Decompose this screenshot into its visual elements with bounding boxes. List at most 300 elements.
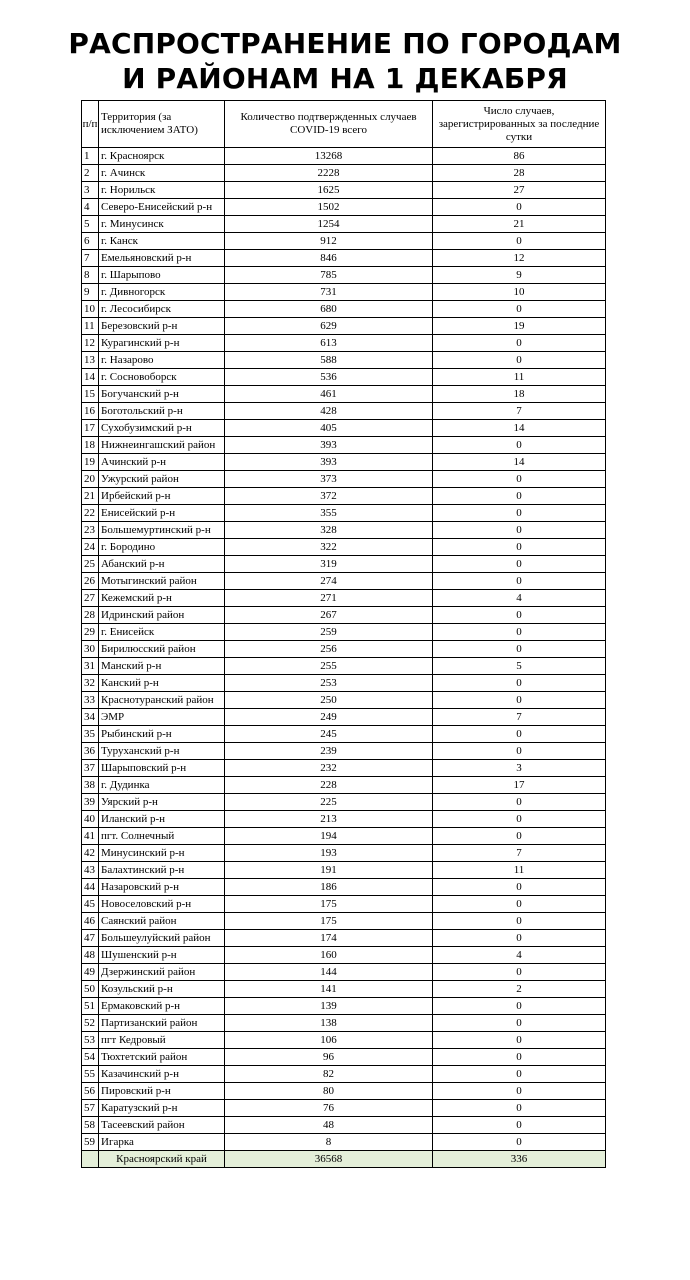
row-territory: Казачинский р-н bbox=[99, 1066, 225, 1083]
table-row bbox=[82, 182, 606, 199]
row-territory: Минусинский р-н bbox=[99, 845, 225, 862]
row-number: 17 bbox=[82, 420, 99, 437]
table-row bbox=[82, 964, 606, 981]
row-total-cases: 80 bbox=[225, 1083, 433, 1100]
row-total-cases: 267 bbox=[225, 607, 433, 624]
row-daily-cases: 14 bbox=[433, 454, 606, 471]
row-number: 48 bbox=[82, 947, 99, 964]
row-total-cases: 253 bbox=[225, 675, 433, 692]
header-total-cases: Количество подтвержденных случаев COVID-19 всего bbox=[225, 101, 433, 148]
table-row bbox=[82, 284, 606, 301]
row-number: 27 bbox=[82, 590, 99, 607]
row-number: 1 bbox=[82, 148, 99, 165]
row-number: 53 bbox=[82, 1032, 99, 1049]
table-row bbox=[82, 505, 606, 522]
table-row bbox=[82, 471, 606, 488]
table-row bbox=[82, 522, 606, 539]
row-total-cases: 193 bbox=[225, 845, 433, 862]
row-territory: г. Лесосибирск bbox=[99, 301, 225, 318]
row-daily-cases: 0 bbox=[433, 1049, 606, 1066]
row-daily-cases: 0 bbox=[433, 352, 606, 369]
row-total-cases: 48 bbox=[225, 1117, 433, 1134]
row-territory: Рыбинский р-н bbox=[99, 726, 225, 743]
row-daily-cases: 0 bbox=[433, 1100, 606, 1117]
row-daily-cases: 0 bbox=[433, 539, 606, 556]
row-daily-cases: 0 bbox=[433, 692, 606, 709]
row-total-cases: 912 bbox=[225, 233, 433, 250]
row-daily-cases: 12 bbox=[433, 250, 606, 267]
row-daily-cases: 11 bbox=[433, 862, 606, 879]
row-total-cases: 160 bbox=[225, 947, 433, 964]
row-territory: г. Канск bbox=[99, 233, 225, 250]
row-territory: Дзержинский район bbox=[99, 964, 225, 981]
row-number: 51 bbox=[82, 998, 99, 1015]
row-daily-cases: 0 bbox=[433, 998, 606, 1015]
row-territory: Партизанский район bbox=[99, 1015, 225, 1032]
table-row bbox=[82, 811, 606, 828]
row-number: 39 bbox=[82, 794, 99, 811]
row-total-cases: 250 bbox=[225, 692, 433, 709]
row-daily-cases: 21 bbox=[433, 216, 606, 233]
row-number: 6 bbox=[82, 233, 99, 250]
row-daily-cases: 10 bbox=[433, 284, 606, 301]
row-territory: Шарыповский р-н bbox=[99, 760, 225, 777]
row-number: 23 bbox=[82, 522, 99, 539]
row-total-cases: 13268 bbox=[225, 148, 433, 165]
row-total-cases: 213 bbox=[225, 811, 433, 828]
row-territory: Краснотуранский район bbox=[99, 692, 225, 709]
row-total-cases: 175 bbox=[225, 913, 433, 930]
row-daily-cases: 0 bbox=[433, 335, 606, 352]
row-territory: Пировский р-н bbox=[99, 1083, 225, 1100]
table-row bbox=[82, 794, 606, 811]
row-daily-cases: 0 bbox=[433, 471, 606, 488]
row-territory: Емельяновский р-н bbox=[99, 250, 225, 267]
row-daily-cases: 0 bbox=[433, 964, 606, 981]
row-territory: Большемуртинский р-н bbox=[99, 522, 225, 539]
row-number: 46 bbox=[82, 913, 99, 930]
row-total-cases: 256 bbox=[225, 641, 433, 658]
table-row bbox=[82, 301, 606, 318]
row-territory: г. Красноярск bbox=[99, 148, 225, 165]
table-row bbox=[82, 845, 606, 862]
row-territory: Березовский р-н bbox=[99, 318, 225, 335]
row-number: 33 bbox=[82, 692, 99, 709]
row-number: 49 bbox=[82, 964, 99, 981]
row-number: 59 bbox=[82, 1134, 99, 1151]
cases-table bbox=[81, 100, 606, 1168]
row-number: 19 bbox=[82, 454, 99, 471]
row-daily-cases: 28 bbox=[433, 165, 606, 182]
row-total-cases: 2228 bbox=[225, 165, 433, 182]
page-title-line-2: И РАЙОНАМ НА 1 ДЕКАБРЯ bbox=[122, 62, 568, 95]
row-number: 52 bbox=[82, 1015, 99, 1032]
row-territory: Енисейский р-н bbox=[99, 505, 225, 522]
row-total-cases: 372 bbox=[225, 488, 433, 505]
row-territory: Ачинский р-н bbox=[99, 454, 225, 471]
table-row bbox=[82, 998, 606, 1015]
table-row bbox=[82, 148, 606, 165]
row-daily-cases: 18 bbox=[433, 386, 606, 403]
header-territory: Территория (за исключением ЗАТО) bbox=[99, 101, 225, 148]
row-number: 32 bbox=[82, 675, 99, 692]
row-total-cases: 1502 bbox=[225, 199, 433, 216]
row-total-cases: 245 bbox=[225, 726, 433, 743]
row-territory: Саянский район bbox=[99, 913, 225, 930]
row-number: 47 bbox=[82, 930, 99, 947]
row-daily-cases: 0 bbox=[433, 573, 606, 590]
row-number: 3 bbox=[82, 182, 99, 199]
row-daily-cases: 11 bbox=[433, 369, 606, 386]
row-number: 14 bbox=[82, 369, 99, 386]
table-row bbox=[82, 199, 606, 216]
row-number: 35 bbox=[82, 726, 99, 743]
row-daily-cases: 0 bbox=[433, 556, 606, 573]
row-number: 16 bbox=[82, 403, 99, 420]
table-row bbox=[82, 573, 606, 590]
row-territory: Канский р-н bbox=[99, 675, 225, 692]
row-daily-cases: 0 bbox=[433, 522, 606, 539]
row-daily-cases: 0 bbox=[433, 1066, 606, 1083]
row-territory: пгт. Солнечный bbox=[99, 828, 225, 845]
row-number: 34 bbox=[82, 709, 99, 726]
row-daily-cases: 5 bbox=[433, 658, 606, 675]
table-header-row bbox=[82, 101, 606, 148]
row-territory: Тасеевский район bbox=[99, 1117, 225, 1134]
table-row bbox=[82, 879, 606, 896]
row-daily-cases: 0 bbox=[433, 1134, 606, 1151]
page-title bbox=[0, 26, 690, 96]
row-territory: Северо-Енисейский р-н bbox=[99, 199, 225, 216]
row-total-cases: 629 bbox=[225, 318, 433, 335]
row-total-cases: 536 bbox=[225, 369, 433, 386]
row-daily-cases: 0 bbox=[433, 1032, 606, 1049]
row-territory: Манский р-н bbox=[99, 658, 225, 675]
row-number: 43 bbox=[82, 862, 99, 879]
row-total-cases: 141 bbox=[225, 981, 433, 998]
row-daily-cases: 7 bbox=[433, 845, 606, 862]
row-territory: г. Назарово bbox=[99, 352, 225, 369]
row-territory: г. Минусинск bbox=[99, 216, 225, 233]
row-daily-cases: 0 bbox=[433, 1117, 606, 1134]
row-territory: Ермаковский р-н bbox=[99, 998, 225, 1015]
row-number: 9 bbox=[82, 284, 99, 301]
row-total-cases: 249 bbox=[225, 709, 433, 726]
row-territory: Богучанский р-н bbox=[99, 386, 225, 403]
table-row bbox=[82, 1066, 606, 1083]
table-row bbox=[82, 216, 606, 233]
row-territory: Козульский р-н bbox=[99, 981, 225, 998]
table-row bbox=[82, 437, 606, 454]
row-daily-cases: 0 bbox=[433, 233, 606, 250]
row-number: 38 bbox=[82, 777, 99, 794]
row-total-cases: 846 bbox=[225, 250, 433, 267]
header-number: п/п bbox=[82, 101, 99, 148]
row-daily-cases: 9 bbox=[433, 267, 606, 284]
row-number: 18 bbox=[82, 437, 99, 454]
row-total-cases: 106 bbox=[225, 1032, 433, 1049]
row-total-cases: 144 bbox=[225, 964, 433, 981]
row-territory: Уярский р-н bbox=[99, 794, 225, 811]
row-daily-cases: 0 bbox=[433, 794, 606, 811]
row-total-cases: 8 bbox=[225, 1134, 433, 1151]
table-row bbox=[82, 539, 606, 556]
row-territory: г. Ачинск bbox=[99, 165, 225, 182]
row-total-cases: 328 bbox=[225, 522, 433, 539]
row-total-cases: 613 bbox=[225, 335, 433, 352]
row-total-cases: 588 bbox=[225, 352, 433, 369]
row-number: 30 bbox=[82, 641, 99, 658]
table-row bbox=[82, 420, 606, 437]
table-row bbox=[82, 760, 606, 777]
table-row bbox=[82, 675, 606, 692]
row-total-cases: 355 bbox=[225, 505, 433, 522]
row-number: 45 bbox=[82, 896, 99, 913]
row-number: 41 bbox=[82, 828, 99, 845]
row-total-cases: 271 bbox=[225, 590, 433, 607]
row-daily-cases: 17 bbox=[433, 777, 606, 794]
row-number: 8 bbox=[82, 267, 99, 284]
row-daily-cases: 0 bbox=[433, 488, 606, 505]
row-territory: Балахтинский р-н bbox=[99, 862, 225, 879]
row-total-cases: 191 bbox=[225, 862, 433, 879]
row-number: 13 bbox=[82, 352, 99, 369]
row-total-cases: 405 bbox=[225, 420, 433, 437]
row-total-cases: 138 bbox=[225, 1015, 433, 1032]
table-row bbox=[82, 267, 606, 284]
row-total-cases: 175 bbox=[225, 896, 433, 913]
row-daily-cases: 27 bbox=[433, 182, 606, 199]
table-row bbox=[82, 641, 606, 658]
row-total-cases: 194 bbox=[225, 828, 433, 845]
row-territory: г. Дудинка bbox=[99, 777, 225, 794]
row-territory: Каратузский р-н bbox=[99, 1100, 225, 1117]
row-territory: Сухобузимский р-н bbox=[99, 420, 225, 437]
row-daily-cases: 0 bbox=[433, 199, 606, 216]
row-total-cases: 731 bbox=[225, 284, 433, 301]
row-daily-cases: 7 bbox=[433, 709, 606, 726]
table-row bbox=[82, 233, 606, 250]
row-daily-cases: 0 bbox=[433, 301, 606, 318]
row-territory: Идринский район bbox=[99, 607, 225, 624]
row-number: 22 bbox=[82, 505, 99, 522]
row-daily-cases: 4 bbox=[433, 947, 606, 964]
row-number: 26 bbox=[82, 573, 99, 590]
row-number: 4 bbox=[82, 199, 99, 216]
header-daily-cases: Число случаев, зарегистрированных за последние сутки bbox=[433, 101, 606, 148]
summary-territory: Красноярский край bbox=[99, 1151, 225, 1168]
row-total-cases: 393 bbox=[225, 437, 433, 454]
row-territory: ЭМР bbox=[99, 709, 225, 726]
table-row bbox=[82, 981, 606, 998]
row-daily-cases: 0 bbox=[433, 930, 606, 947]
row-territory: Ужурский район bbox=[99, 471, 225, 488]
row-total-cases: 255 bbox=[225, 658, 433, 675]
table-row bbox=[82, 726, 606, 743]
summary-row bbox=[82, 1151, 606, 1168]
row-territory: Бирилюсский район bbox=[99, 641, 225, 658]
row-number: 12 bbox=[82, 335, 99, 352]
row-number: 50 bbox=[82, 981, 99, 998]
row-territory: Шушенский р-н bbox=[99, 947, 225, 964]
row-total-cases: 373 bbox=[225, 471, 433, 488]
row-total-cases: 76 bbox=[225, 1100, 433, 1117]
table-row bbox=[82, 454, 606, 471]
table-row bbox=[82, 1032, 606, 1049]
table-row bbox=[82, 165, 606, 182]
row-daily-cases: 3 bbox=[433, 760, 606, 777]
row-territory: Назаровский р-н bbox=[99, 879, 225, 896]
row-number: 15 bbox=[82, 386, 99, 403]
row-territory: Курагинский р-н bbox=[99, 335, 225, 352]
row-number: 42 bbox=[82, 845, 99, 862]
row-territory: Большеулуйский район bbox=[99, 930, 225, 947]
row-number: 40 bbox=[82, 811, 99, 828]
row-daily-cases: 86 bbox=[433, 148, 606, 165]
row-total-cases: 186 bbox=[225, 879, 433, 896]
table-row bbox=[82, 1015, 606, 1032]
row-daily-cases: 0 bbox=[433, 726, 606, 743]
row-total-cases: 680 bbox=[225, 301, 433, 318]
row-territory: Боготольский р-н bbox=[99, 403, 225, 420]
row-daily-cases: 0 bbox=[433, 641, 606, 658]
row-territory: Туруханский р-н bbox=[99, 743, 225, 760]
row-number: 44 bbox=[82, 879, 99, 896]
row-number: 21 bbox=[82, 488, 99, 505]
summary-number-cell bbox=[82, 1151, 99, 1168]
row-total-cases: 1254 bbox=[225, 216, 433, 233]
row-territory: Игарка bbox=[99, 1134, 225, 1151]
table-row bbox=[82, 777, 606, 794]
row-total-cases: 322 bbox=[225, 539, 433, 556]
row-territory: г. Сосновоборск bbox=[99, 369, 225, 386]
row-total-cases: 228 bbox=[225, 777, 433, 794]
table-row bbox=[82, 896, 606, 913]
row-territory: Ирбейский р-н bbox=[99, 488, 225, 505]
row-territory: Новоселовский р-н bbox=[99, 896, 225, 913]
table-row bbox=[82, 692, 606, 709]
row-daily-cases: 0 bbox=[433, 1015, 606, 1032]
row-territory: Тюхтетский район bbox=[99, 1049, 225, 1066]
row-daily-cases: 0 bbox=[433, 505, 606, 522]
table-row bbox=[82, 369, 606, 386]
row-total-cases: 461 bbox=[225, 386, 433, 403]
row-daily-cases: 0 bbox=[433, 437, 606, 454]
table-body bbox=[82, 148, 606, 1151]
row-number: 57 bbox=[82, 1100, 99, 1117]
table-row bbox=[82, 1100, 606, 1117]
row-territory: Иланский р-н bbox=[99, 811, 225, 828]
table-row bbox=[82, 930, 606, 947]
row-total-cases: 785 bbox=[225, 267, 433, 284]
row-number: 2 bbox=[82, 165, 99, 182]
row-territory: Абанский р-н bbox=[99, 556, 225, 573]
row-daily-cases: 4 bbox=[433, 590, 606, 607]
row-daily-cases: 19 bbox=[433, 318, 606, 335]
row-total-cases: 139 bbox=[225, 998, 433, 1015]
table-row bbox=[82, 1083, 606, 1100]
row-territory: г. Норильск bbox=[99, 182, 225, 199]
page-title-line-1: РАСПРОСТРАНЕНИЕ ПО ГОРОДАМ bbox=[68, 27, 622, 60]
table-row bbox=[82, 1049, 606, 1066]
row-daily-cases: 0 bbox=[433, 811, 606, 828]
table-row bbox=[82, 947, 606, 964]
row-number: 5 bbox=[82, 216, 99, 233]
row-total-cases: 225 bbox=[225, 794, 433, 811]
row-total-cases: 82 bbox=[225, 1066, 433, 1083]
row-daily-cases: 0 bbox=[433, 896, 606, 913]
row-daily-cases: 0 bbox=[433, 675, 606, 692]
row-daily-cases: 14 bbox=[433, 420, 606, 437]
summary-total-cases: 36568 bbox=[225, 1151, 433, 1168]
table-row bbox=[82, 1117, 606, 1134]
row-total-cases: 232 bbox=[225, 760, 433, 777]
table-row bbox=[82, 590, 606, 607]
row-total-cases: 428 bbox=[225, 403, 433, 420]
row-number: 31 bbox=[82, 658, 99, 675]
row-number: 24 bbox=[82, 539, 99, 556]
row-number: 10 bbox=[82, 301, 99, 318]
row-number: 37 bbox=[82, 760, 99, 777]
table-row bbox=[82, 862, 606, 879]
table-row bbox=[82, 1134, 606, 1151]
row-number: 7 bbox=[82, 250, 99, 267]
table-row bbox=[82, 743, 606, 760]
row-number: 28 bbox=[82, 607, 99, 624]
row-territory: г. Енисейск bbox=[99, 624, 225, 641]
row-number: 56 bbox=[82, 1083, 99, 1100]
table-row bbox=[82, 658, 606, 675]
table-row bbox=[82, 709, 606, 726]
row-number: 25 bbox=[82, 556, 99, 573]
row-daily-cases: 0 bbox=[433, 879, 606, 896]
row-number: 58 bbox=[82, 1117, 99, 1134]
row-daily-cases: 0 bbox=[433, 624, 606, 641]
row-territory: Кежемский р-н bbox=[99, 590, 225, 607]
table-row bbox=[82, 556, 606, 573]
row-daily-cases: 0 bbox=[433, 607, 606, 624]
table-row bbox=[82, 488, 606, 505]
table-row bbox=[82, 352, 606, 369]
table-row bbox=[82, 403, 606, 420]
summary-daily-cases: 336 bbox=[433, 1151, 606, 1168]
table-row bbox=[82, 318, 606, 335]
row-territory: г. Шарыпово bbox=[99, 267, 225, 284]
row-territory: Мотыгинский район bbox=[99, 573, 225, 590]
table-row bbox=[82, 386, 606, 403]
row-number: 29 bbox=[82, 624, 99, 641]
row-daily-cases: 0 bbox=[433, 743, 606, 760]
row-total-cases: 239 bbox=[225, 743, 433, 760]
table-row bbox=[82, 335, 606, 352]
row-number: 55 bbox=[82, 1066, 99, 1083]
row-number: 20 bbox=[82, 471, 99, 488]
row-total-cases: 96 bbox=[225, 1049, 433, 1066]
row-total-cases: 319 bbox=[225, 556, 433, 573]
row-daily-cases: 0 bbox=[433, 1083, 606, 1100]
row-territory: г. Дивногорск bbox=[99, 284, 225, 301]
row-daily-cases: 7 bbox=[433, 403, 606, 420]
row-total-cases: 174 bbox=[225, 930, 433, 947]
row-total-cases: 1625 bbox=[225, 182, 433, 199]
row-number: 36 bbox=[82, 743, 99, 760]
row-daily-cases: 0 bbox=[433, 828, 606, 845]
table-row bbox=[82, 607, 606, 624]
table-row bbox=[82, 913, 606, 930]
row-total-cases: 259 bbox=[225, 624, 433, 641]
table-row bbox=[82, 624, 606, 641]
row-daily-cases: 2 bbox=[433, 981, 606, 998]
